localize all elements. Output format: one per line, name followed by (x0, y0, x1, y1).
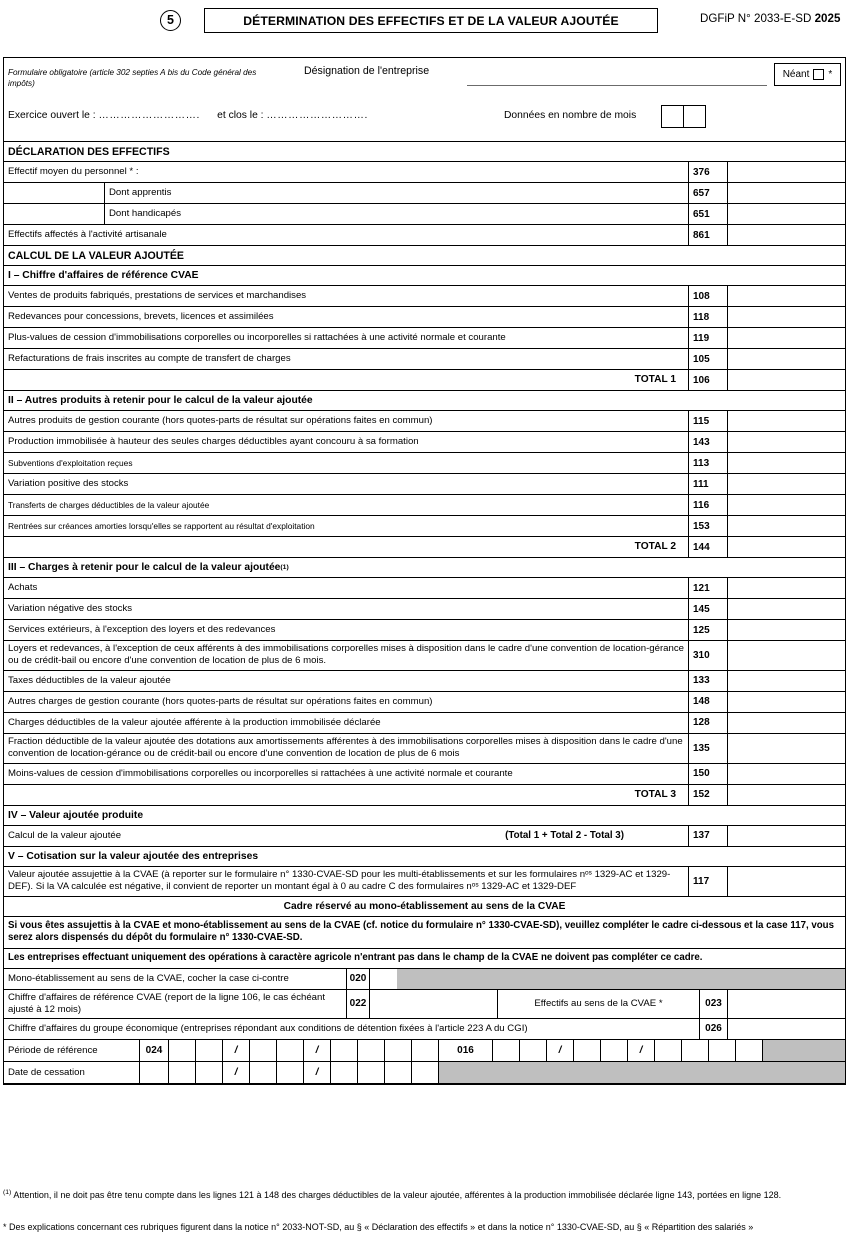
form-frame (3, 57, 846, 1085)
subsection-iii-title (4, 558, 845, 578)
period-end-year-4[interactable] (736, 1040, 763, 1061)
row-formula: (Total 1 + Total 2 - Total 3) (505, 829, 624, 841)
row-label: Autres produits de gestion courante (hors quotes-parts de résultat sur opérations faites en commun) (8, 415, 433, 426)
row-label: Rentrées sur créances amorties lorsqu'elles se rapportent au résultat d'exploitation (8, 520, 315, 531)
subsection-iii-text: III – Charges à retenir pour le calcul de la valeur ajoutée (8, 562, 281, 573)
row-label: Achats (8, 582, 38, 593)
table-row (4, 474, 845, 495)
mono-row-ca (4, 990, 845, 1019)
period-start-day-2[interactable] (196, 1040, 223, 1061)
row-label: Transferts de charges déductibles de la valeur ajoutée (8, 499, 210, 510)
row-label (4, 826, 688, 846)
date-separator-icon: / (304, 1062, 331, 1083)
total-label: TOTAL 1 (634, 373, 676, 385)
row-value-input[interactable] (728, 734, 845, 763)
row-label: Charges déductibles de la valeur ajoutée afférente à la production immobilisée déclarée (8, 716, 381, 728)
row-code: 115 (688, 411, 728, 431)
neant-label: Néant (782, 69, 810, 80)
row-code: 143 (688, 432, 728, 452)
row-label: Plus-values de cession d'immobilisations corporelles ou incorporelles si rattachées à une activité normale et courante (8, 332, 506, 343)
row-value-input[interactable] (728, 432, 845, 452)
row-value-input[interactable] (728, 671, 845, 691)
period-start-month-2[interactable] (277, 1040, 304, 1061)
period-start-year-4[interactable] (412, 1040, 439, 1061)
table-row (4, 286, 845, 307)
cessation-code-spacer (139, 1062, 169, 1083)
row-label: Chiffre d'affaires de référence CVAE (report de la ligne 106, le cas échéant ajusté à 12 mois) (8, 991, 326, 1015)
row-code: 657 (688, 183, 728, 203)
period-end-day-2[interactable] (520, 1040, 547, 1061)
row-value-input[interactable] (728, 183, 845, 203)
date-separator-icon: / (223, 1040, 250, 1061)
row-label: Taxes déductibles de la valeur ajoutée (8, 674, 171, 686)
table-row (4, 599, 845, 620)
row-code: 651 (688, 204, 728, 224)
row-label: Production immobilisée à hauteur des seules charges déductibles ayant concouru à sa formation (8, 436, 419, 447)
table-row (4, 495, 845, 516)
row-value-input[interactable] (728, 516, 845, 536)
table-row (4, 225, 845, 246)
table-row (4, 328, 845, 349)
row-code: 026 (699, 1019, 728, 1039)
shaded-area (763, 1040, 845, 1061)
period-start-year-2[interactable] (358, 1040, 385, 1061)
table-row (4, 432, 845, 453)
row-value-input[interactable] (728, 826, 845, 846)
table-row (4, 183, 845, 204)
row-value-input[interactable] (728, 990, 845, 1018)
row-code: 148 (688, 692, 728, 712)
row-label: Autres charges de gestion courante (hors quotes-parts de résultat sur opérations faites en commun) (8, 695, 433, 707)
row-value-input[interactable] (728, 785, 845, 805)
row-value-input[interactable] (728, 692, 845, 712)
table-row (4, 671, 845, 692)
row-label: Chiffre d'affaires du groupe économique (entreprises répondant aux conditions de détention fixées à l'article 223 A du CGI) (8, 1023, 528, 1035)
table-row (4, 867, 845, 897)
exercise-open-label: Exercice ouvert le : (8, 110, 96, 121)
row-code: 117 (688, 867, 728, 896)
table-row (4, 713, 845, 734)
row-value-input[interactable] (728, 453, 845, 473)
table-row (4, 578, 845, 599)
row-value-input[interactable] (728, 495, 845, 515)
row-label: Dont handicapés (109, 208, 182, 219)
exercise-open-input[interactable]: ………………………. (98, 110, 200, 121)
row-value-input[interactable] (728, 225, 845, 245)
row-value-input[interactable] (728, 599, 845, 619)
footnote-marker-1: (1) (280, 564, 289, 571)
row-label: Ventes de produits fabriqués, prestations de services et marchandises (8, 290, 307, 301)
table-row (4, 734, 845, 764)
row-label: Loyers et redevances, à l'exception de ceux afférents à des immobilisations corporelles mises à disposition dans le cadre d'une convention de location-gérance ou de crédit-bail ou encore d'une convention de location de plus de 6 mois. (8, 643, 684, 667)
row-code: 118 (688, 307, 728, 327)
row-code: 020 (346, 969, 370, 989)
row-code: 116 (688, 495, 728, 515)
footnote-1-text: Attention, il ne doit pas être tenu compte dans les lignes 121 à 148 des charges déductibles de la valeur ajoutée, afférentes à la production immobilisée déclarée ligne 143, portées en ligne 128. (11, 1190, 782, 1200)
total-label: TOTAL 3 (634, 788, 676, 800)
page-title: DÉTERMINATION DES EFFECTIFS ET DE LA VALEUR AJOUTÉE (204, 8, 658, 33)
subsection-ii-title: II – Autres produits à retenir pour le calcul de la valeur ajoutée (4, 391, 845, 411)
period-start-year-3[interactable] (385, 1040, 412, 1061)
exercise-close-label: et clos le : (217, 110, 264, 121)
row-value-input[interactable] (728, 411, 845, 431)
period-start-month-1[interactable] (250, 1040, 277, 1061)
total-label: TOTAL 2 (634, 540, 676, 552)
period-end-month-2[interactable] (601, 1040, 628, 1061)
row-code: 105 (688, 349, 728, 369)
row-value-input[interactable] (728, 1019, 845, 1039)
row-label: Moins-values de cession d'immobilisations corporelles ou incorporelles si rattachées à une activité normale et courante (8, 767, 513, 779)
table-row (4, 411, 845, 432)
section-effectifs-title: DÉCLARATION DES EFFECTIFS (4, 142, 845, 162)
row-code: 145 (688, 599, 728, 619)
period-end-year-2[interactable] (682, 1040, 709, 1061)
form-reference-prefix: DGFiP N° 2033-E-SD (700, 12, 815, 25)
row-code: 376 (688, 162, 728, 182)
table-row-total (4, 370, 845, 391)
shaded-area (397, 969, 845, 989)
table-row-total (4, 785, 845, 806)
mono-row-checkbox (4, 969, 845, 990)
footnote-1 (3, 1188, 846, 1201)
months-digit-1[interactable] (662, 106, 683, 127)
identification-block (4, 58, 845, 142)
row-code: 861 (688, 225, 728, 245)
row-code: 106 (688, 370, 728, 390)
page-header (0, 0, 850, 46)
period-end-year-3[interactable] (709, 1040, 736, 1061)
cessation-year-3[interactable] (385, 1062, 412, 1083)
obligatory-note: Formulaire obligatoire (article 302 septies A bis du Code général des impôts) (8, 68, 257, 89)
row-label: Mono-établissement au sens de la CVAE, cocher la case ci-contre (8, 972, 289, 984)
period-end-year-1[interactable] (655, 1040, 682, 1061)
page-number-badge: 5 (160, 10, 181, 31)
mono-checkbox-input[interactable] (370, 969, 397, 989)
row-code: 113 (688, 453, 728, 473)
mono-banner: Cadre réservé au mono-établissement au sens de la CVAE (4, 897, 845, 917)
effectifs-cvae-label: Effectifs au sens de la CVAE * (534, 998, 663, 1010)
months-count-input[interactable] (661, 105, 706, 128)
table-row (4, 826, 845, 847)
exercise-close-input[interactable]: ………………………. (266, 110, 368, 121)
row-label: Dont apprentis (109, 187, 172, 198)
table-row (4, 764, 845, 785)
date-separator-icon: / (628, 1040, 655, 1061)
row-value-input[interactable] (728, 620, 845, 640)
row-code: 133 (688, 671, 728, 691)
neant-box[interactable] (774, 63, 841, 86)
table-row-total (4, 537, 845, 558)
row-code: 135 (688, 734, 728, 763)
row-value-input[interactable] (728, 204, 845, 224)
row-label: Période de référence (8, 1044, 98, 1056)
table-row (4, 516, 845, 537)
row-code: 125 (688, 620, 728, 640)
row-indent-spacer (4, 204, 105, 224)
row-code: 137 (688, 826, 728, 846)
company-designation-label: Désignation de l'entreprise (304, 65, 430, 77)
row-code: 024 (139, 1040, 169, 1061)
cessation-day-2[interactable] (196, 1062, 223, 1083)
mono-note-1: Si vous êtes assujettis à la CVAE et mono-établissement au sens de la CVAE (cf. notice du formulaire n° 1330-CVAE-SD), veuillez compléter le cadre ci-dessous et la case 117, vous serez alors dispensés du dépôt du formulaire n° 1330-CVAE-SD. (4, 917, 845, 949)
row-label: Refacturations de frais inscrites au compte de transfert de charges (8, 353, 291, 364)
row-value-input[interactable] (728, 641, 845, 670)
row-value-input[interactable] (370, 990, 498, 1018)
company-designation-input[interactable] (467, 85, 767, 86)
row-label: Redevances pour concessions, brevets, licences et assimilées (8, 311, 274, 322)
row-value-input[interactable] (728, 578, 845, 598)
table-row (4, 641, 845, 671)
footnote-1-marker: (1) (3, 1189, 12, 1196)
months-digit-2[interactable] (683, 106, 705, 127)
row-value-input[interactable] (728, 370, 845, 390)
row-label: Effectif moyen du personnel * : (8, 166, 139, 177)
row-value-input[interactable] (728, 764, 845, 784)
period-start-year-1[interactable] (331, 1040, 358, 1061)
row-label: Effectifs affectés à l'activité artisanale (8, 229, 167, 240)
period-start-day-1[interactable] (169, 1040, 196, 1061)
row-value-input[interactable] (728, 474, 845, 494)
row-label: Date de cessation (8, 1066, 85, 1078)
cessation-year-2[interactable] (358, 1062, 385, 1083)
row-code: 023 (699, 990, 728, 1018)
row-code: 150 (688, 764, 728, 784)
subsection-i-title: I – Chiffre d'affaires de référence CVAE (4, 266, 845, 286)
subsection-v-title: V – Cotisation sur la valeur ajoutée des entreprises (4, 847, 845, 867)
row-value-input[interactable] (728, 162, 845, 182)
form-reference-year: 2025 (814, 12, 841, 25)
row-value-input[interactable] (728, 307, 845, 327)
cessation-month-2[interactable] (277, 1062, 304, 1083)
mono-row-groupe (4, 1019, 845, 1040)
row-code: 119 (688, 328, 728, 348)
table-row (4, 620, 845, 641)
row-value-input[interactable] (728, 328, 845, 348)
footnote-2: * Des explications concernant ces rubriques figurent dans la notice n° 2033-NOT-SD, au § « Déclaration des effectifs » et dans la notice n° 1330-CVAE-SD, au § « Répartition des salariés » (3, 1222, 754, 1232)
row-label: Variation positive des stocks (8, 478, 129, 489)
row-code: 121 (688, 578, 728, 598)
row-label: Fraction déductible de la valeur ajoutée des dotations aux amortissements afférentes à des immobilisations corporelles mises à disposition dans le cadre d'une convention de location-gérance ou de crédit-bail ou encore d'une convention de location de plus de 6 mois (8, 735, 683, 760)
date-separator-icon: / (547, 1040, 574, 1061)
table-row (4, 307, 845, 328)
row-label: Services extérieurs, à l'exception des loyers et des redevances (8, 624, 276, 635)
date-separator-icon: / (223, 1062, 250, 1083)
row-code: 111 (688, 474, 728, 494)
period-end-month-1[interactable] (574, 1040, 601, 1061)
row-code: 022 (346, 990, 370, 1018)
table-row (4, 204, 845, 225)
exercise-dates-line (8, 110, 368, 121)
row-value-input[interactable] (728, 286, 845, 306)
row-code: 108 (688, 286, 728, 306)
row-code: 152 (688, 785, 728, 805)
neant-star: * (828, 69, 833, 80)
months-count-label: Données en nombre de mois (504, 110, 637, 121)
row-label: Subventions d'exploitation reçues (8, 457, 133, 468)
period-end-day-1[interactable] (493, 1040, 520, 1061)
cessation-month-1[interactable] (250, 1062, 277, 1083)
row-code: 310 (688, 641, 728, 670)
row-label: Variation négative des stocks (8, 603, 133, 614)
row-value-input[interactable] (728, 713, 845, 733)
row-code: 153 (688, 516, 728, 536)
cessation-year-4[interactable] (412, 1062, 439, 1083)
row-code: 016 (439, 1040, 493, 1061)
row-label: Valeur ajoutée assujettie à la CVAE (à reporter sur le formulaire n° 1330-CVAE-SD pour les multi-établissements et sur les formulaires nᵒˢ 1329-AC et 1329-DEF). Si la VA calculée est négative, il convient de reporter un montant égal à 0 au cadre C des formulaires nᵒˢ 1329-AC et 1329-DEF (8, 868, 671, 893)
table-row (4, 692, 845, 713)
row-code: 144 (688, 537, 728, 557)
row-value-input[interactable] (728, 867, 845, 896)
table-row (4, 349, 845, 370)
cessation-date-row (4, 1062, 845, 1084)
date-separator-icon: / (304, 1040, 331, 1061)
cessation-year-1[interactable] (331, 1062, 358, 1083)
section-calcul-title: CALCUL DE LA VALEUR AJOUTÉE (4, 246, 845, 266)
row-code: 128 (688, 713, 728, 733)
mono-note-2: Les entreprises effectuant uniquement des opérations à caractère agricole n'entrant pas dans le champ de la CVAE ne doivent pas compléter ce cadre. (4, 949, 845, 969)
period-reference-row (4, 1040, 845, 1062)
row-value-input[interactable] (728, 349, 845, 369)
cessation-day-1[interactable] (169, 1062, 196, 1083)
subsection-iv-title: IV – Valeur ajoutée produite (4, 806, 845, 826)
row-value-input[interactable] (728, 537, 845, 557)
form-reference (700, 12, 840, 25)
table-row (4, 162, 845, 183)
row-label-text: Calcul de la valeur ajoutée (8, 829, 122, 841)
shaded-area (439, 1062, 845, 1083)
neant-checkbox[interactable] (813, 69, 824, 80)
table-row (4, 453, 845, 474)
row-indent-spacer (4, 183, 105, 203)
